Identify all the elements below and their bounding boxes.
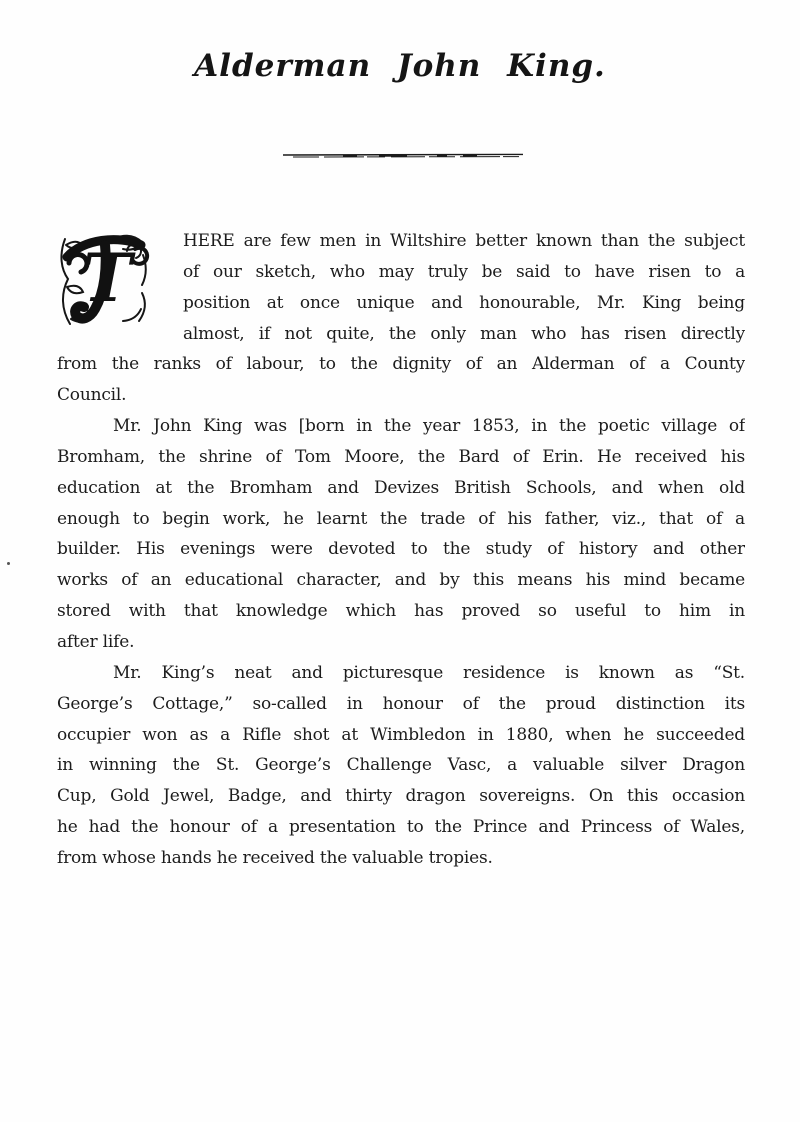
- text-line: in winning the St. George’s Challenge Vasc, a valuable silver Dragon: [57, 755, 745, 776]
- drop-cap-initial: [57, 231, 153, 330]
- text-line: education at the Bromham and Devizes British Schools, and when old: [57, 477, 745, 498]
- text-line: Bromham, the shrine of Tom Moore, the Bard of Erin. He received his: [57, 446, 745, 467]
- text-line: Mr. King’s neat and picturesque residence is known as “St.: [113, 662, 745, 683]
- page-title: Alderman John King.: [194, 48, 606, 84]
- text-line: from the ranks of labour, to the dignity of an Alderman of a County: [57, 354, 745, 375]
- text-line: Council.: [57, 385, 127, 406]
- decorative-rule: [283, 153, 523, 159]
- drop-cap-letter: T: [82, 239, 132, 317]
- text-line: stored with that knowledge which has proved so useful to him in: [57, 601, 745, 622]
- text-line: HERE are few men in Wiltshire better known than the subject: [183, 231, 745, 251]
- scan-artifact-dot: [7, 562, 10, 565]
- text-line: George’s Cottage,” so-called in honour of the proud distinction its: [57, 693, 745, 714]
- text-line: position at once unique and honourable, Mr. King being: [183, 292, 745, 313]
- text-line: he had the honour of a presentation to the Prince and Princess of Wales,: [57, 817, 745, 838]
- text-line: builder. His evenings were devoted to the study of history and other: [57, 539, 745, 560]
- text-line: works of an educational character, and by this means his mind became: [57, 570, 745, 591]
- text-line: occupier won as a Rifle shot at Wimbledon in 1880, when he succeeded: [57, 724, 745, 745]
- text-line: Cup, Gold Jewel, Badge, and thirty dragon sovereigns. On this occasion: [57, 786, 745, 807]
- body-text-block: [57, 226, 745, 874]
- text-line: after life.: [57, 631, 135, 652]
- text-line: enough to begin work, he learnt the trade of his father, viz., that of a: [57, 508, 745, 529]
- text-line: Mr. John King was [born in the year 1853, in the poetic village of: [113, 416, 745, 437]
- text-line: from whose hands he received the valuable tropies.: [57, 847, 493, 868]
- text-line: of our sketch, who may truly be said to have risen to a: [183, 261, 745, 282]
- text-line: almost, if not quite, the only man who has risen directly: [183, 323, 745, 344]
